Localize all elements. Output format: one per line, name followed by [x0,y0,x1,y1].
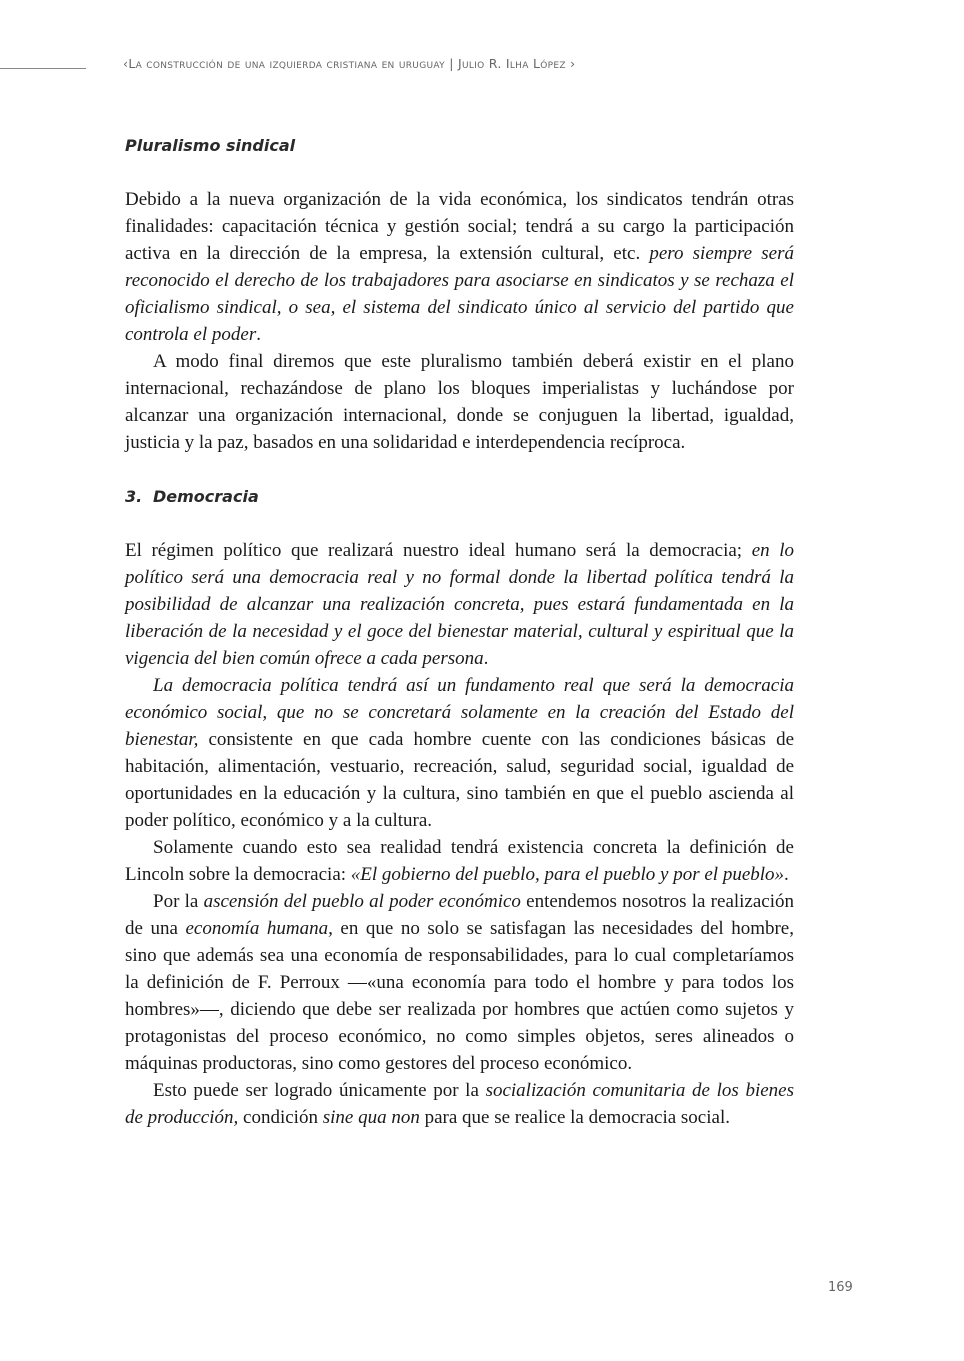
italic-run: «El gobierno del pueblo, para el pueblo y por el pueblo» [350,864,785,885]
italic-run: socialización comunitaria de los bienes de producción, [125,1080,794,1128]
paragraph [125,1077,794,1131]
text-run: entendemos nosotros la realización de una [125,891,795,939]
paragraph [125,888,794,1077]
section-heading-pluralismo: Pluralismo sindical [125,136,296,155]
running-header [123,56,575,71]
text-run: Debido a la nueva organización de la vida económica, los sindicatos tendrán otras finalidades: capacitación técnica y gestión social; tendrá a su cargo la participación activa en la dirección de la empresa, la extensión cultural, etc. [125,189,794,264]
text-run: para que se realice la democracia social. [419,1107,730,1128]
text-run: Por la [153,891,204,912]
text-run: . [784,864,789,885]
text-run: condición [238,1107,323,1128]
paragraph [125,537,794,672]
italic-run: sine qua non [322,1107,420,1128]
header-rule [0,68,86,69]
text-run: . [483,648,489,669]
italic-run: pero siempre será reconocido el derecho de los trabajadores para asociarse en sindicatos y se rechaza el oficialismo sindical, o sea, el sistema del sindicato único al servicio del partido que controla el poder [125,243,794,345]
text-run: Solamente cuando esto sea realidad tendrá existencia concreta la definición de Lincoln sobre la democracia: [125,837,794,885]
section-title: Democracia [153,487,259,506]
italic-run: en lo político será una democracia real y no formal donde la libertad política tendrá la posibilidad de alcanzar una realización concreta, pues estará fundamentada en la liberación de la necesidad y el goce del bienestar material, cultural y espiritual que la vigencia del bien común ofrece a cada persona [125,540,794,669]
header-close-mark: › [565,56,576,71]
header-separator: | [444,56,458,71]
page-content [125,132,794,1131]
section-heading-democracia [125,483,794,510]
italic-run: La democracia política tendrá así un fundamento real que será la democracia económico social, que no se concretará solamente en la creación del Estado del bienestar, [125,675,794,750]
paragraph [125,348,794,456]
paragraph [125,186,794,348]
text-run: Esto puede ser logrado únicamente por la [153,1080,486,1101]
italic-run: economía humana, [185,918,333,939]
section-number: 3. [125,487,143,506]
header-author: Julio R. Ilha López [457,56,566,71]
header-open-mark: ‹ [123,56,129,71]
italic-run: ascensión del pueblo al poder económico [203,891,521,912]
header-book-title: La construcción de una izquierda cristiana en uruguay [128,56,445,71]
text-run: El régimen político que realizará nuestro ideal humano será la democracia; [125,540,752,561]
text-run: consistente en que cada hombre cuente con las condiciones básicas de habitación, alimentación, vestuario, recreación, salud, seguridad social, igualdad de oportunidades en la educación y la cultura, sino también en que el pueblo ascienda al poder político, económico y a la cultura. [125,729,794,831]
text-run: . [256,324,261,345]
paragraph [125,834,794,888]
page-number: 169 [828,1280,853,1295]
paragraph [125,672,794,834]
text-run: A modo final diremos que este pluralismo también deberá existir en el plano internacional, rechazándose de plano los bloques imperialistas y luchándose por alcanzar una organización internacional, donde se conjuguen la libertad, igualdad, justicia y la paz, basados en una solidaridad e interdependencia recíproca. [125,351,794,453]
text-run: en que no solo se satisfagan las necesidades del hombre, sino que además sea una economía de responsabilidades, para lo cual completaríamos la definición de F. Perroux —«una economía para todo el hombre y para todos los hombres»—, diciendo que debe ser realizada por hombres que actúen como sujetos y protagonistas del proceso económico, no como simples objetos, seres alineados o máquinas productoras, sino como gestores del proceso económico. [125,918,794,1074]
